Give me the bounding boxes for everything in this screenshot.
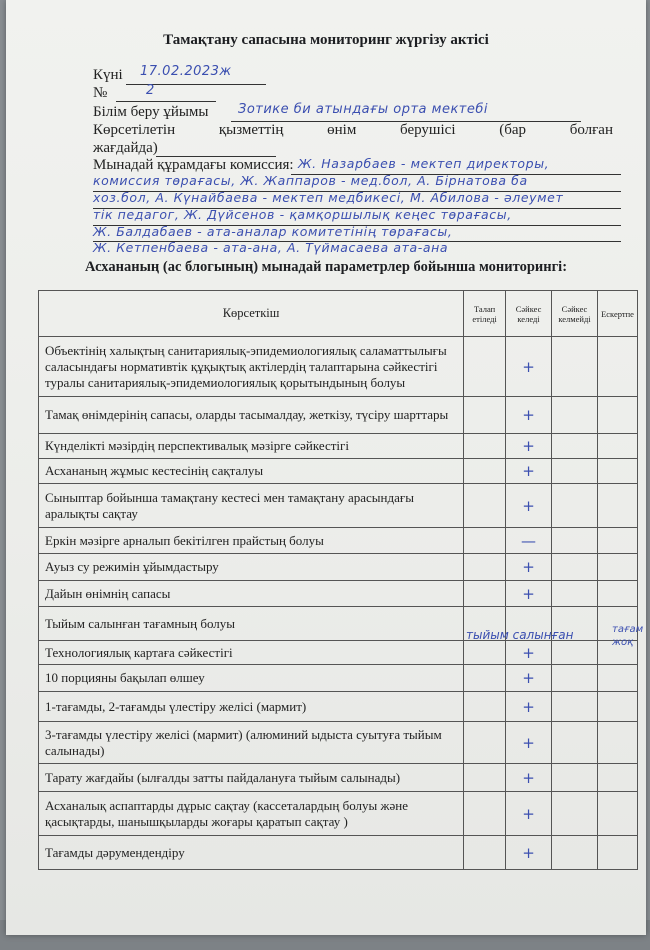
cell-note: [597, 434, 637, 459]
commission-member-line: хоз.бол, А. Күнайбаева - мектеп медбикесі, М. Абилова - әлеумет: [93, 190, 564, 205]
header-indicator: Көрсеткіш: [39, 291, 464, 337]
table-row: [39, 434, 638, 459]
cell-noncompliant: [552, 792, 598, 836]
table-row: [39, 764, 638, 792]
header-noncompliant: Сәйкес келмейді: [552, 291, 598, 337]
row-indicator: Ауыз су режимін ұйымдастыру: [39, 554, 464, 581]
cell-note: [597, 459, 637, 484]
cell-compliant-mark: +: [506, 484, 552, 528]
cell-compliant-mark: +: [506, 337, 552, 397]
date-value: 17.02.2023ж: [140, 64, 232, 79]
number-value: 2: [146, 83, 155, 98]
cell-compliant-mark: +: [506, 722, 552, 764]
cell-noncompliant: [552, 337, 598, 397]
cell-compliant-mark: +: [506, 665, 552, 692]
cell-compliant-mark: +: [506, 836, 552, 870]
cell-note: [597, 665, 637, 692]
table-row: [39, 528, 638, 554]
cell-noncompliant: [552, 764, 598, 792]
table-row: [39, 792, 638, 836]
cell-required: [464, 459, 506, 484]
row-indicator: Еркін мәзірге арналып бекітілген прайстың болуы: [39, 528, 464, 554]
cell-required: [464, 665, 506, 692]
cell-noncompliant: [552, 665, 598, 692]
row-indicator: 1-тағамды, 2-тағамды үлестіру желісі (мармит): [39, 692, 464, 722]
cell-required: [464, 528, 506, 554]
school-value: Зотике би атындағы орта мектебі: [238, 102, 489, 117]
row-indicator: Тарату жағдайы (ылғалды затты пайдалануға тыйым салынады): [39, 764, 464, 792]
row-indicator: Тыйым салынған тағамның болуы: [39, 607, 464, 641]
header-compliant: Сәйкес келеді: [506, 291, 552, 337]
cell-noncompliant: [552, 836, 598, 870]
row-indicator: Технологиялық картаға сәйкестігі: [39, 641, 464, 665]
cell-required: [464, 397, 506, 434]
number-underline: [116, 101, 216, 102]
cell-noncompliant: [552, 554, 598, 581]
table-row: [39, 554, 638, 581]
cell-noncompliant: [552, 722, 598, 764]
cell-note: [597, 528, 637, 554]
header-note: Ескертпе: [597, 291, 637, 337]
document-sheet: [6, 0, 646, 935]
table-row: [39, 722, 638, 764]
row-indicator: Асхананың жұмыс кестесінің сақталуы: [39, 459, 464, 484]
cell-noncompliant: [552, 528, 598, 554]
cell-required: [464, 641, 506, 665]
number-label: №: [93, 85, 108, 101]
table-row: [39, 337, 638, 397]
cell-required: [464, 434, 506, 459]
cell-compliant-mark: +: [506, 692, 552, 722]
row-indicator: Асханалық аспаптарды дұрыс сақтау (кассеталардың болуы және қасықтарды, шанышқыларды жоғары қаратып сақтау ): [39, 792, 464, 836]
cell-noncompliant: [552, 397, 598, 434]
cell-compliant-mark: +: [506, 764, 552, 792]
section-title: Асхананың (ас блогының) мынадай параметрлер бойынша мониторингі:: [84, 259, 568, 275]
commission-member-line: тік педагог, Ж. Дүйсенов - қамқоршылық кеңес төрағасы,: [93, 207, 512, 222]
cell-required: [464, 337, 506, 397]
table-row: [39, 459, 638, 484]
cell-noncompliant: [552, 581, 598, 607]
cell-note: [597, 836, 637, 870]
row-indicator: Тағамды дәрумендендіру: [39, 836, 464, 870]
forbidden-food-note: тыйым салынған: [466, 628, 574, 642]
cell-note: [597, 554, 637, 581]
forbidden-food-note-2: тағам: [612, 624, 644, 635]
row-indicator: 3-тағамды үлестіру желісі (мармит) (алюминий ыдыста суытуға тыйым салынады): [39, 722, 464, 764]
commission-member-line: Ж. Назарбаев - мектеп директоры,: [298, 156, 550, 171]
cell-noncompliant: [552, 692, 598, 722]
cell-compliant-mark: +: [506, 641, 552, 665]
cell-required: [464, 692, 506, 722]
table-row: [39, 397, 638, 434]
table-row: [39, 484, 638, 528]
cell-compliant-mark: +: [506, 397, 552, 434]
monitoring-table: [38, 290, 638, 870]
cell-required: [464, 722, 506, 764]
cell-compliant-mark: —: [506, 528, 552, 554]
provider-label: Көрсетілетін қызметтің өнім берушісі (бар болған: [93, 122, 613, 138]
commission-label: Мынадай құрамдағы комиссия:: [93, 157, 294, 173]
cell-note: [597, 792, 637, 836]
cell-compliant-mark: +: [506, 434, 552, 459]
table-row: [39, 665, 638, 692]
table-row: [39, 836, 638, 870]
row-indicator: Дайын өнімнің сапасы: [39, 581, 464, 607]
cell-note: [597, 397, 637, 434]
date-label: Күні: [93, 67, 123, 83]
cell-noncompliant: [552, 459, 598, 484]
cell-compliant-mark: +: [506, 459, 552, 484]
cell-note: [597, 581, 637, 607]
cell-required: [464, 836, 506, 870]
cell-compliant-mark: +: [506, 581, 552, 607]
row-indicator: Сыныптар бойынша тамақтану кестесі мен тамақтану арасындағы аралықты сақтау: [39, 484, 464, 528]
header-required: Талап етіледі: [464, 291, 506, 337]
row-indicator: 10 порцияны бақылап өлшеу: [39, 665, 464, 692]
row-indicator: Күнделікті мәзірдің перспективалық мәзірге сәйкестігі: [39, 434, 464, 459]
cell-noncompliant: [552, 484, 598, 528]
cell-note: [597, 692, 637, 722]
row-indicator: Объектінің халықтың санитариялық-эпидемиологиялық саламаттылығы саласындағы нормативтік құқықтық актілердің талаптарына сәйкестігі туралы санитариялық-эпидемиологиялық қорытындының болуы: [39, 337, 464, 397]
cell-noncompliant: [552, 434, 598, 459]
commission-member-line: Ж. Балдабаев - ата-аналар комитетінің төрағасы,: [93, 224, 453, 239]
cell-required: [464, 764, 506, 792]
provider-label-cont: жағдайда): [93, 140, 158, 156]
table-row: [39, 692, 638, 722]
table-row: [39, 581, 638, 607]
cell-noncompliant: [552, 641, 598, 665]
cell-compliant-mark: +: [506, 554, 552, 581]
commission-member-line: Ж. Кетпенбаева - ата-ана, А. Түймасаева ата-ана: [93, 240, 449, 255]
commission-member-line: комиссия төрағасы, Ж. Жаппаров - мед.бол, А. Бірнатова ба: [93, 173, 528, 188]
cell-compliant-mark: +: [506, 792, 552, 836]
cell-note: [597, 764, 637, 792]
cell-note: [597, 337, 637, 397]
school-label: Білім беру ұйымы: [93, 104, 209, 120]
table-row: [39, 641, 638, 665]
forbidden-food-note-3: жоқ: [612, 637, 634, 648]
cell-required: [464, 581, 506, 607]
cell-note: [597, 722, 637, 764]
cell-required: [464, 484, 506, 528]
document-title: Тамақтану сапасына мониторинг жүргізу актісі: [163, 32, 489, 48]
cell-required: [464, 792, 506, 836]
table-header-row: [39, 291, 638, 337]
cell-note: [597, 484, 637, 528]
row-indicator: Тамақ өнімдерінің сапасы, оларды тасымалдау, жеткізу, түсіру шарттары: [39, 397, 464, 434]
cell-required: [464, 554, 506, 581]
